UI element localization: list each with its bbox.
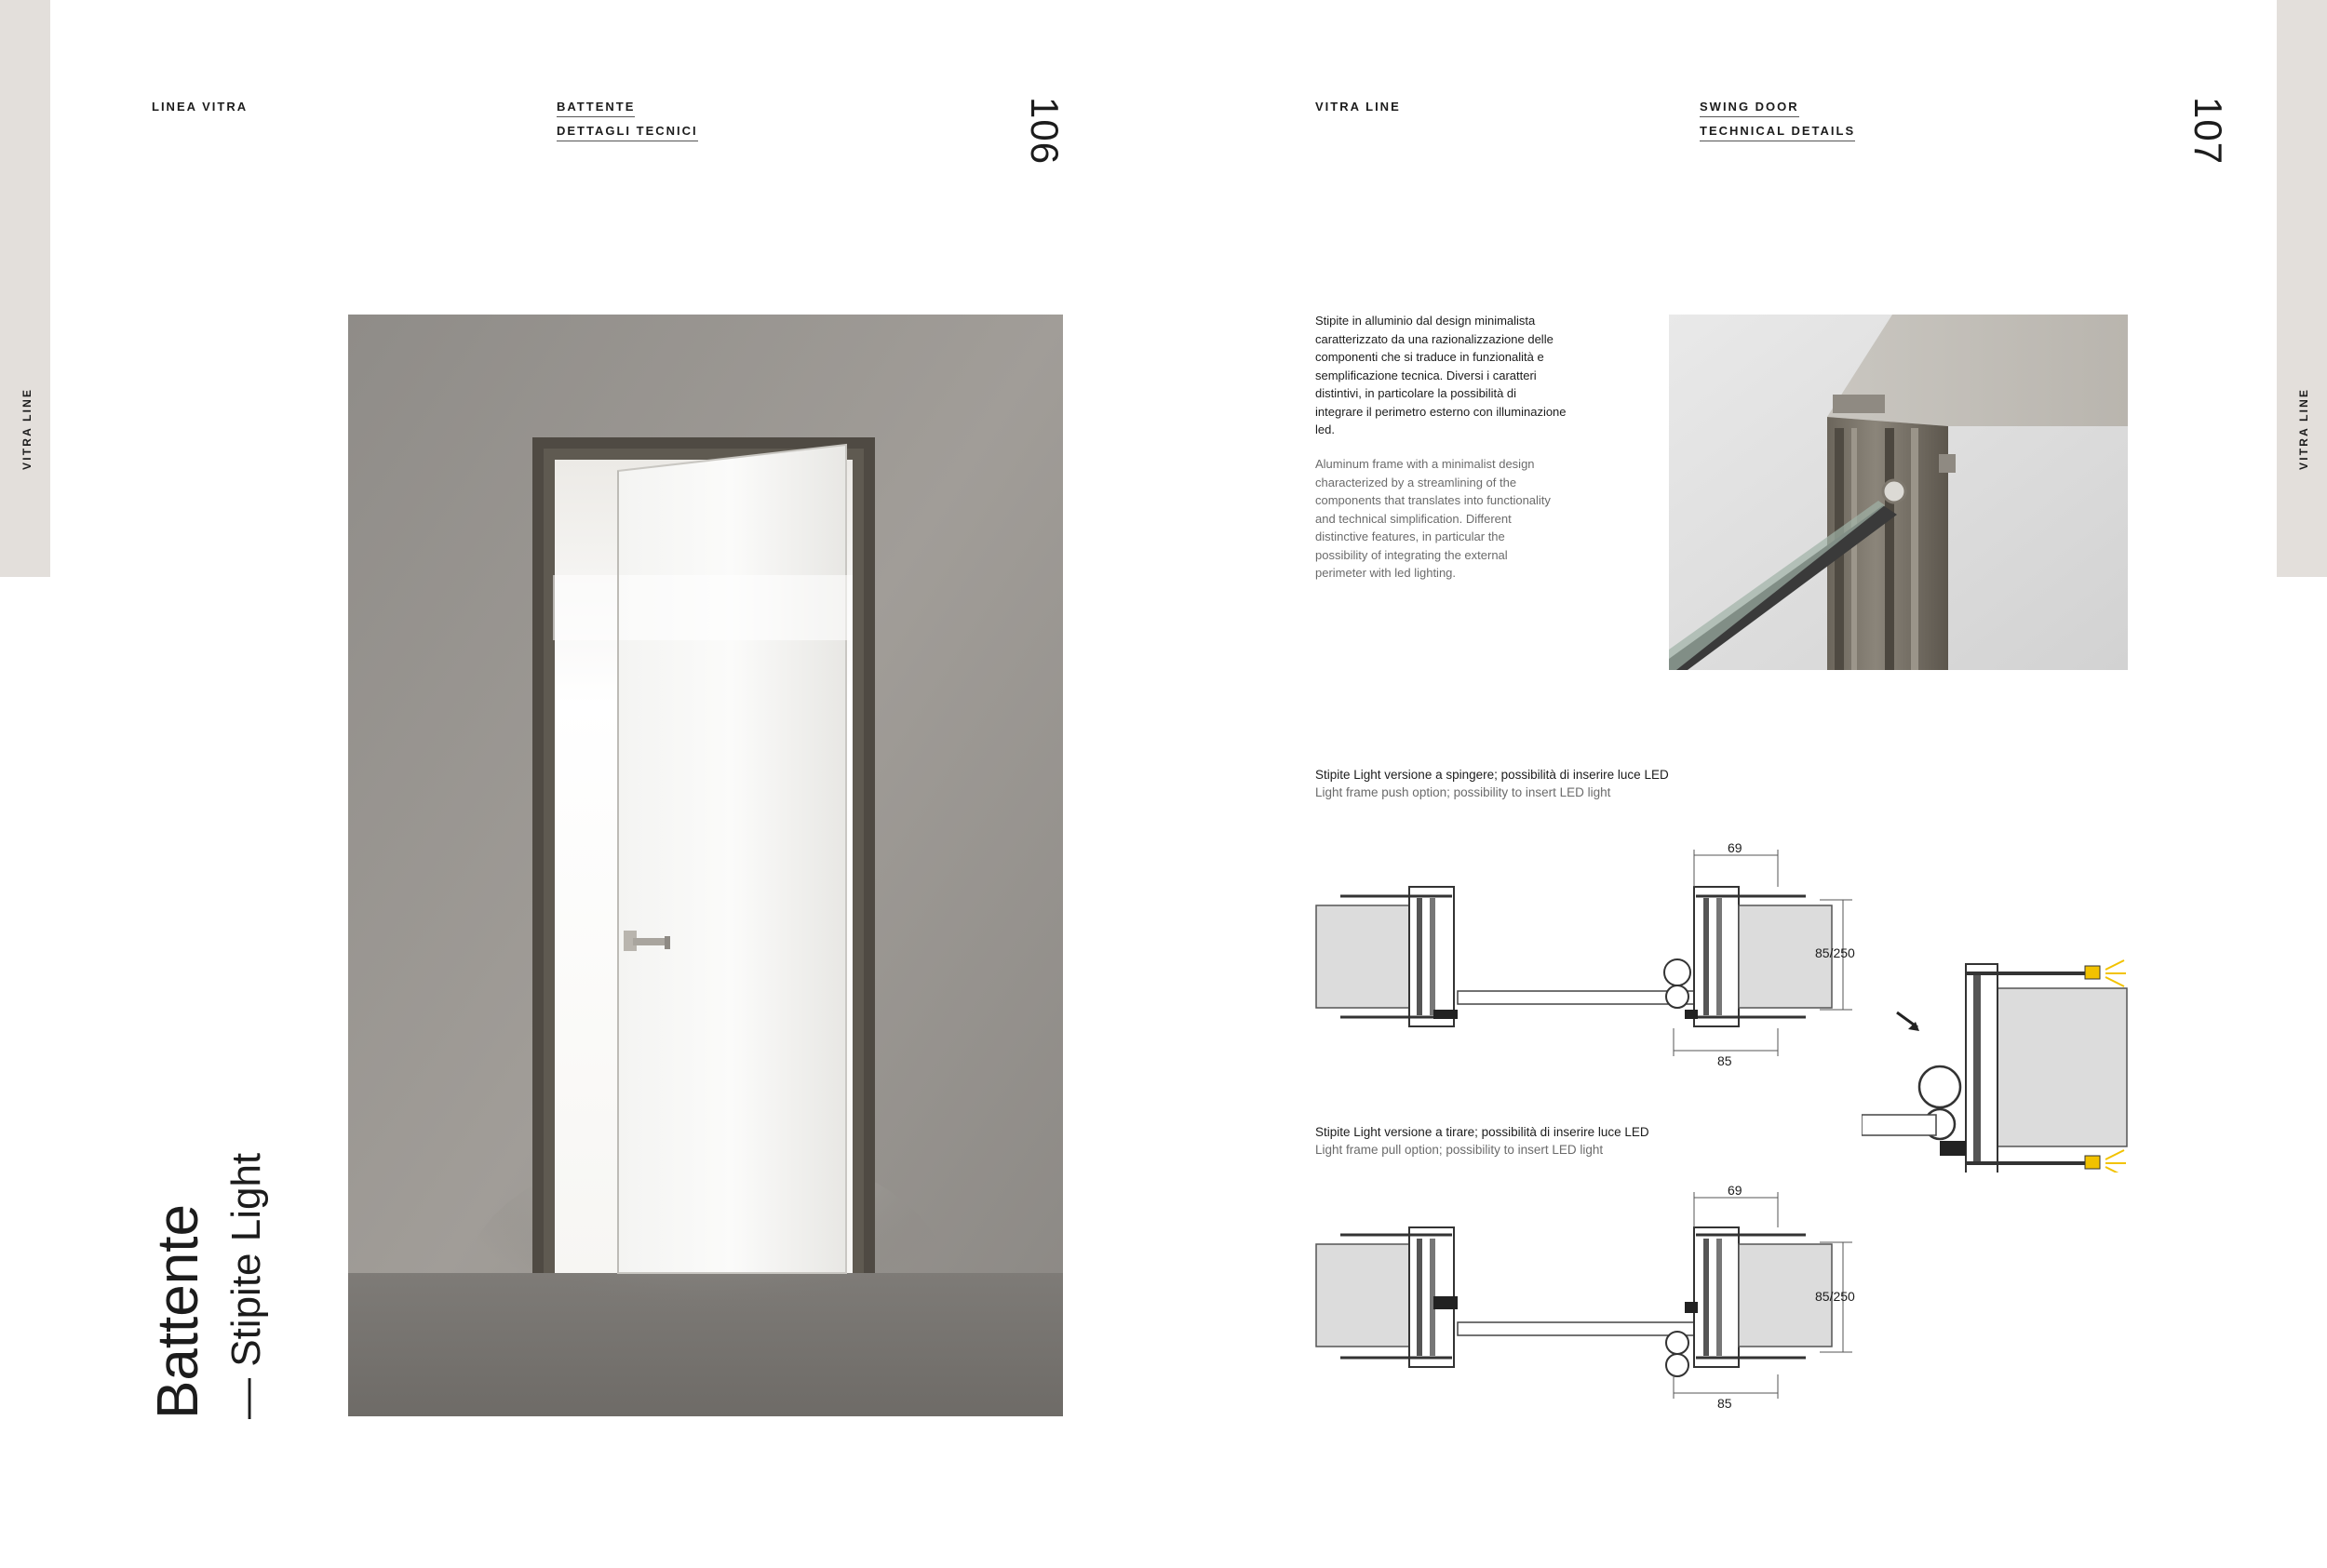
right-page-number: 107 — [2186, 97, 2230, 166]
caption-push-english: Light frame push option; possibility to insert LED light — [1315, 785, 1611, 799]
description-italian: Stipite in alluminio dal design minimalista caratterizzato da una razionalizzazione delle componenti che si traduce in funzionalità e semplificazione tecnica. Diversi i caratteri distintivi, in particolare la possibilità di integrare il perimetro esterno con illuminazione led. — [1315, 314, 1567, 436]
pull-section-svg — [1312, 1175, 1871, 1417]
right-side-tab-label: VITRA LINE — [2297, 387, 2310, 470]
left-header-link-swing[interactable] — [557, 100, 635, 117]
caption-pull-italian: Stipite Light versione a tirare; possibilità di inserire luce LED — [1315, 1125, 1649, 1139]
right-section-label: VITRA LINE — [1315, 100, 1401, 114]
led-detail-svg — [1862, 949, 2132, 1173]
frame-detail-image — [1669, 315, 2128, 670]
push-dim-height: 85/250 — [1815, 945, 1855, 960]
right-side-tab — [2277, 0, 2327, 577]
caption-push — [1315, 766, 1669, 801]
led-detail-drawing — [1862, 949, 2132, 1173]
pull-dim-depth: 85 — [1717, 1396, 1732, 1411]
caption-pull — [1315, 1123, 1649, 1159]
push-section-svg — [1312, 833, 1871, 1075]
description-english: Aluminum frame with a minimalist design characterized by a streamlining of the components that translates into functionality and technical simplification. Different distinctive features, in particular the possibility of integrating the external perimeter with led lighting. — [1315, 457, 1551, 580]
product-title-main: Battente — [146, 1204, 210, 1419]
left-side-tab — [0, 0, 50, 577]
pull-dim-height: 85/250 — [1815, 1289, 1855, 1304]
left-side-tab-label: VITRA LINE — [20, 387, 34, 470]
push-dim-depth: 85 — [1717, 1053, 1732, 1068]
frame-detail-photo — [1669, 315, 2128, 670]
left-section-label: LINEA VITRA — [152, 100, 249, 114]
left-header-link-swing-text[interactable]: BATTENTE — [557, 100, 635, 117]
left-header-link-details[interactable] — [557, 124, 698, 141]
right-header-link-details-text[interactable]: TECHNICAL DETAILS — [1700, 124, 1855, 141]
right-header-link-swing-text[interactable]: SWING DOOR — [1700, 100, 1799, 117]
pull-dim-width: 69 — [1728, 1183, 1742, 1198]
caption-push-italian: Stipite Light versione a spingere; possibilità di inserire luce LED — [1315, 768, 1669, 782]
pull-section-drawing — [1312, 1175, 1871, 1417]
product-title — [145, 1204, 211, 1419]
product-subtitle-text: — Stipite Light — [223, 1152, 269, 1419]
door-photo — [348, 315, 1063, 1416]
left-header-link-details-text[interactable]: DETTAGLI TECNICI — [557, 124, 698, 141]
right-header-link-details[interactable] — [1700, 124, 1855, 141]
push-section-drawing — [1312, 833, 1871, 1075]
door-photo-image — [348, 315, 1063, 1416]
push-dim-width: 69 — [1728, 840, 1742, 855]
right-header-link-swing[interactable] — [1700, 100, 1799, 117]
left-page-number: 106 — [1023, 97, 1067, 166]
product-subtitle — [223, 1153, 270, 1419]
caption-pull-english: Light frame pull option; possibility to insert LED light — [1315, 1143, 1604, 1157]
